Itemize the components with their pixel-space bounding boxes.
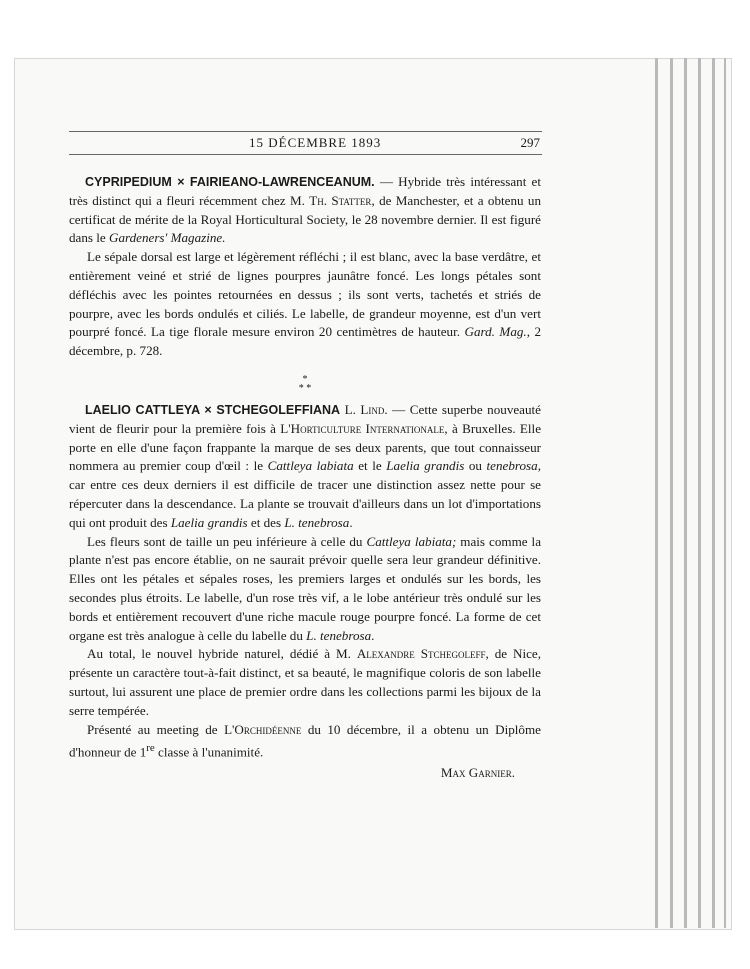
institution-name: L'Horticulture Internationale [280, 420, 445, 436]
text-run: mais comme la plante n'est pas encore établie, on ne saurait prévoir quelle sera leur grandeur définitive. Elles ont les pétales et sépales roses, les premiers larges et ondulés sur les bords, les secondes plus étroits. Le labelle, d'un rose très vif, a le lobe antérieur très ondulé sur les bords et entièrement recouvert d'une riche macule rouge pourpre foncé. La forme de cet organe est très analogue à celle du labelle du [69, 533, 542, 643]
text-run: . [371, 627, 375, 643]
species-name: Cattleya labiata [267, 458, 354, 474]
species-name: Laelia grandis [170, 514, 248, 530]
person-name: Alexandre Stchegoleff [356, 646, 486, 662]
text-run: , de Manchester, et a obtenu un certificat de mérite de la Royal Horticultural Society, le 28 novembre dernier. Il est figuré dans le [69, 192, 542, 246]
page-edge [670, 58, 673, 928]
page-edge [712, 58, 715, 928]
article1-paragraph [69, 248, 541, 361]
running-header [69, 131, 542, 155]
article1-paragraph [69, 173, 541, 248]
author-reference: L. Lind. [340, 401, 388, 417]
species-name: Cattleya labiata; [366, 533, 457, 549]
species-name: Laelia grandis [386, 458, 465, 474]
article2-paragraph [69, 401, 541, 533]
article2-title: LAELIO CATTLEYA × STCHEGOLEFFIANA [85, 402, 341, 417]
page-number: 297 [520, 135, 540, 150]
text-run: et le [353, 458, 387, 474]
asterisk: * * [298, 382, 312, 394]
text-run: du 10 décembre, il a obtenu un Diplôme d'honneur de 1 [69, 721, 541, 760]
person-name: Th. Statter [309, 192, 372, 208]
asterisk: * [302, 373, 308, 385]
text-run: — Cette superbe nouveauté vient de fleurir pour la première fois à [69, 401, 541, 436]
section-separator [69, 375, 541, 393]
magazine-title: Gardeners' Magazine. [109, 230, 226, 246]
page-edge [698, 58, 701, 928]
text-run: Les fleurs sont de taille un peu inférieure à celle du [87, 533, 367, 549]
species-name: L. tenebrosa [306, 627, 372, 643]
header-date: 15 DÉCEMBRE 1893 [249, 135, 382, 150]
article2-paragraph [69, 645, 541, 720]
text-run: et des [247, 514, 285, 530]
page-edge [684, 58, 687, 928]
text-run: ou [464, 458, 487, 474]
page-text [69, 173, 541, 783]
article2-paragraph [69, 533, 541, 646]
text-run: Présenté au meeting de [87, 721, 225, 737]
species-name: tenebrosa [486, 458, 538, 474]
text-run: classe à l'unanimité. [154, 744, 264, 760]
signature: Max Garnier. [440, 765, 515, 781]
text-run: , de Nice, présente un caractère tout-à-fait distinct, et sa beauté, le magnifique coloris de son labelle surtout, lui assurent une place de premier ordre dans les collections parmi les bijoux de la serre tempérée. [69, 646, 542, 718]
article2-paragraph [69, 721, 541, 763]
species-name: L. tenebrosa [284, 514, 350, 530]
text-run: , à Bruxelles. Elle porte en elle d'une façon frappante la marque de ses deux parents, que tout connaisseur nommera au premier coup d'œil : le [69, 420, 542, 474]
text-run: Au total, le nouvel hybride naturel, dédié à M. [87, 646, 357, 662]
article1-title: CYPRIPEDIUM × FAIRIEANO-LAWRENCEANUM. [85, 175, 375, 189]
text-run: — Hybride très intéressant et très distinct qui a fleuri récemment chez M. [69, 174, 541, 208]
page-edge [724, 58, 726, 928]
superscript: re [146, 742, 155, 755]
organization-name: L'Orchidéenne [224, 721, 302, 737]
text-run: , 2 décembre, p. 728. [69, 324, 541, 359]
page-edge [655, 58, 658, 928]
reference: Gard. Mag. [464, 324, 527, 340]
text-run: , car entre ces deux derniers il est difficile de tracer une distinction assez nette pour se répercuter dans la descendance. La plante se trouvait d'ailleurs dans un lot d'importations qui ont produit des [69, 458, 541, 530]
text-run: . [349, 514, 353, 530]
text-run: Le sépale dorsal est large et légèrement réfléchi ; il est blanc, avec la base verdâtre, et entièrement veiné et strié de lignes pourpres jaunâtre foncé. Les longs pétales sont défléchis avec les pointes retournées en dessus ; ils sont verts, tachetés et striés de pourpre, avec les bords ondulés et ciliés. Le labelle, de grandeur moyenne, est d'un vert pourpré foncé. La tige florale mesure environ 20 centimètres de hauteur. [69, 249, 541, 340]
